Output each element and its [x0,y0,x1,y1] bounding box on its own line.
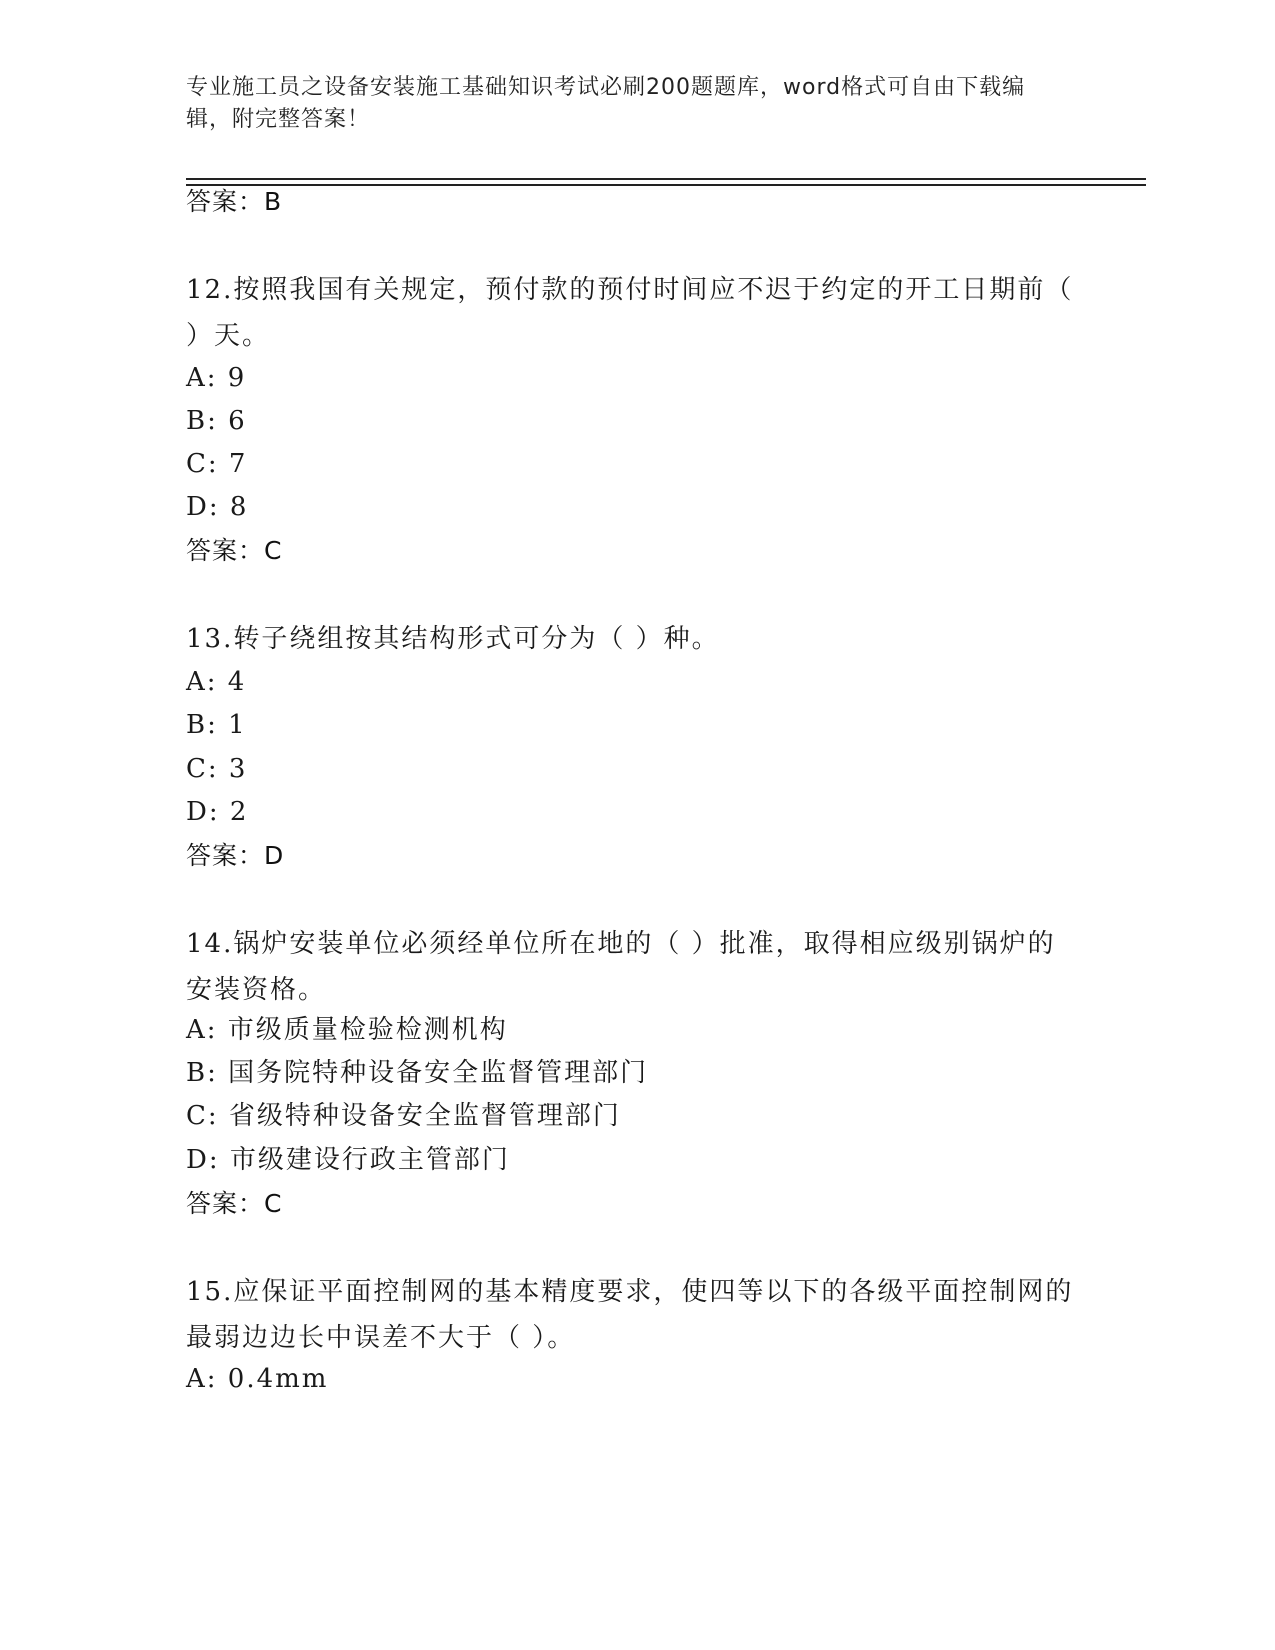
q13-option-c: C: 3 [186,754,248,784]
question-12: 12.按照我国有关规定，预付款的预付时间应不迟于约定的开工日期前（ ）天。 [186,275,1074,351]
q12-option-c: C: 7 [186,449,248,479]
q12-option-d: D: 8 [186,492,249,522]
question-15: 15.应保证平面控制网的基本精度要求，使四等以下的各级平面控制网的最弱边边长中误差不大于（ ）。 [186,1277,1074,1353]
document-header: 专业施工员之设备安装施工基础知识考试必刷200题题库，word格式可自由下载编辑，附完整答案！ [186,75,1026,132]
q12-option-b: B: 6 [186,406,247,436]
q13-option-d: D: 2 [186,797,249,827]
question-13: 13.转子绕组按其结构形式可分为（ ）种。 [186,624,720,654]
q15-option-a: A: 0.4mm [186,1364,329,1394]
q12-option-a: A: 9 [186,363,247,393]
header-divider-bottom [186,184,1146,186]
question-14: 14.锅炉安装单位必须经单位所在地的（ ）批准，取得相应级别锅炉的安装资格。 [186,929,1056,1005]
header-divider-top [186,178,1146,180]
q14-option-d: D: 市级建设行政主管部门 [186,1145,510,1175]
q13-answer: 答案：D [186,841,285,870]
q14-option-c: C: 省级特种设备安全监督管理部门 [186,1101,621,1131]
q14-option-a: A: 市级质量检验检测机构 [186,1015,508,1045]
answer-previous: 答案：B [186,187,283,216]
q14-answer: 答案：C [186,1189,283,1218]
q12-answer: 答案：C [186,536,283,565]
q13-option-b: B: 1 [186,710,247,740]
q13-option-a: A: 4 [186,667,247,697]
q14-option-b: B: 国务院特种设备安全监督管理部门 [186,1058,649,1088]
